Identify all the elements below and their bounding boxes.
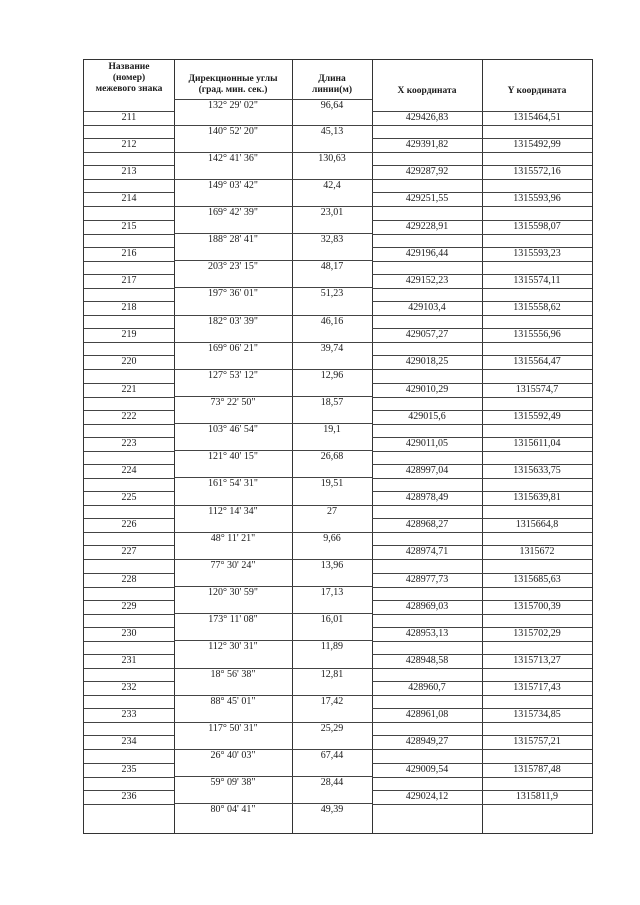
segment-angle: 161° 54' 31"	[208, 478, 258, 490]
segment-rule	[84, 152, 174, 153]
column-divider	[174, 60, 175, 833]
point-y-coordinate: 1315564,47	[513, 356, 561, 368]
point-name: 216	[121, 247, 137, 259]
segment-rule	[372, 234, 592, 235]
segment-length: 25,29	[320, 722, 344, 734]
segment-rule	[84, 804, 174, 805]
segment-rule	[84, 749, 174, 750]
point-y-coordinate: 1315611,04	[513, 437, 561, 449]
segment-rule	[372, 749, 592, 750]
segment-length: 49,39	[320, 804, 344, 816]
segment-rule	[372, 559, 592, 560]
point-name: 221	[121, 383, 137, 395]
segment-rule	[84, 668, 174, 669]
segment-angle: 142° 41' 36"	[208, 152, 258, 164]
segment-length: 45,13	[320, 125, 344, 137]
point-x-coordinate: 428948,58	[405, 655, 449, 666]
segment-rule	[372, 668, 592, 669]
point-x-coordinate: 428949,27	[405, 736, 449, 748]
segment-rule	[372, 261, 592, 262]
segment-length: 12,96	[320, 369, 344, 381]
segment-rule	[372, 288, 592, 289]
segment-rule	[372, 614, 592, 615]
point-name: 220	[121, 356, 137, 368]
segment-rule	[84, 641, 174, 642]
segment-rule	[372, 777, 592, 778]
segment-rule	[84, 206, 174, 207]
point-y-coordinate: 1315787,48	[513, 763, 561, 775]
segment-angle: 169° 06' 21"	[208, 342, 258, 354]
segment-rule	[372, 505, 592, 506]
header-name-line: Название	[108, 62, 150, 72]
segment-rule	[372, 342, 592, 343]
header-name-line: межевого знака	[95, 84, 163, 94]
point-name: 233	[121, 709, 137, 721]
header-angle	[174, 74, 292, 96]
segment-rule	[372, 641, 592, 642]
first-segment-angle: 132° 29' 02"	[208, 100, 258, 111]
header-x: X координата	[397, 86, 457, 96]
segment-rule	[372, 532, 592, 533]
segment-rule	[372, 587, 592, 588]
point-x-coordinate: 428974,71	[405, 546, 449, 558]
segment-angle: 77° 30' 24"	[210, 559, 256, 571]
point-name: 213	[121, 166, 137, 178]
segment-rule	[84, 614, 174, 615]
segment-length: 16,01	[320, 614, 344, 626]
segment-angle: 188° 28' 41"	[208, 234, 258, 246]
point-name: 227	[121, 546, 137, 558]
segment-rule	[372, 695, 592, 696]
point-x-coordinate: 429011,05	[405, 437, 449, 449]
segment-angle: 197° 36' 01"	[208, 288, 258, 300]
point-y-coordinate: 1315633,75	[513, 464, 561, 476]
segment-rule	[84, 369, 174, 370]
header-name-line: (номер)	[112, 73, 146, 83]
segment-angle: 149° 03' 42"	[208, 179, 258, 191]
segment-rule	[84, 125, 174, 126]
segment-angle: 121° 40' 15"	[208, 451, 258, 463]
point-x-coordinate: 429228,91	[405, 220, 449, 232]
segment-rule	[372, 206, 592, 207]
segment-rule	[84, 722, 174, 723]
segment-length: 9,66	[323, 532, 341, 544]
segment-length: 42,4	[323, 179, 341, 191]
point-name: 230	[121, 627, 137, 639]
point-x-coordinate: 429018,25	[405, 356, 449, 368]
segment-angle: 73° 22' 50"	[210, 397, 256, 408]
segment-rule	[84, 424, 174, 425]
segment-rule	[84, 234, 174, 235]
segment-angle: 18° 56' 38"	[210, 668, 256, 680]
point-name: 235	[121, 763, 137, 775]
header-y: Y координата	[507, 86, 567, 96]
segment-rule	[372, 315, 592, 316]
header-name	[84, 62, 174, 95]
segment-rule	[84, 505, 174, 506]
point-x-coordinate: 428960,7	[408, 682, 446, 694]
segment-angle: 127° 53' 12"	[208, 369, 258, 381]
point-y-coordinate: 1315685,63	[513, 573, 561, 585]
segment-length: 13,96	[320, 559, 344, 571]
point-y-coordinate: 1315702,29	[513, 627, 561, 639]
segment-length: 46,16	[320, 315, 344, 327]
segment-rule	[372, 179, 592, 180]
segment-angle: 182° 03' 39"	[208, 315, 258, 327]
segment-rule	[84, 288, 174, 289]
first-segment-length: 96,64	[320, 100, 344, 111]
segment-angle: 173° 11' 08"	[208, 614, 258, 626]
segment-length: 17,13	[320, 587, 344, 598]
segment-angle: 203° 23' 15"	[208, 261, 258, 273]
segment-rule	[84, 532, 174, 533]
point-y-coordinate: 1315592,49	[513, 410, 561, 422]
segment-rule	[372, 451, 592, 452]
point-y-coordinate: 1315811,9	[515, 790, 559, 802]
point-x-coordinate: 429015,6	[408, 410, 446, 422]
segment-length: 39,74	[320, 342, 344, 354]
segment-angle: 112° 14' 34"	[208, 505, 258, 517]
point-name: 215	[121, 220, 137, 232]
point-x-coordinate: 429024,12	[405, 790, 449, 802]
point-y-coordinate: 1315572,16	[513, 166, 561, 178]
segment-length: 11,89	[320, 641, 344, 653]
header-length-line: Длина	[318, 74, 346, 84]
segment-length: 19,51	[320, 478, 344, 490]
point-y-coordinate: 1315639,81	[513, 492, 561, 504]
point-x-coordinate: 429251,55	[405, 193, 449, 205]
point-x-coordinate: 428953,13	[405, 627, 449, 639]
segment-angle: 48° 11' 21"	[210, 532, 256, 544]
point-y-coordinate: 1315492,99	[513, 139, 561, 151]
point-x-coordinate: 429287,92	[405, 166, 449, 178]
segment-angle: 117° 50' 31"	[208, 722, 258, 734]
segment-angle: 112° 30' 31"	[208, 641, 258, 653]
segment-angle: 103° 46' 54"	[208, 424, 258, 436]
point-y-coordinate: 1315558,62	[513, 302, 561, 313]
segment-length: 28,44	[320, 777, 344, 789]
segment-length: 26,68	[320, 451, 344, 463]
segment-rule	[372, 152, 592, 153]
segment-rule	[372, 804, 592, 805]
point-y-coordinate: 1315556,96	[513, 329, 561, 341]
segment-angle: 26° 40' 03"	[210, 749, 256, 761]
segment-length: 23,01	[320, 206, 344, 218]
segment-length: 17,42	[320, 695, 344, 707]
point-name: 219	[121, 329, 137, 341]
segment-rule	[84, 315, 174, 316]
column-divider	[292, 60, 293, 833]
segment-rule	[372, 424, 592, 425]
point-x-coordinate: 429152,23	[405, 274, 449, 286]
point-name: 234	[121, 736, 137, 748]
point-x-coordinate: 429009,54	[405, 763, 449, 775]
point-x-coordinate: 428977,73	[405, 573, 449, 585]
segment-rule	[84, 261, 174, 262]
point-y-coordinate: 1315672	[519, 546, 555, 558]
segment-rule	[84, 777, 174, 778]
segment-rule	[84, 559, 174, 560]
point-y-coordinate: 1315713,27	[513, 655, 561, 666]
point-x-coordinate: 428961,08	[405, 709, 449, 721]
point-name: 236	[121, 790, 137, 802]
point-x-coordinate: 429196,44	[405, 247, 449, 259]
segment-angle: 140° 52' 20"	[208, 125, 258, 137]
point-y-coordinate: 1315700,39	[513, 600, 561, 612]
point-x-coordinate: 428997,04	[405, 464, 449, 476]
segment-rule	[372, 722, 592, 723]
point-y-coordinate: 1315593,23	[513, 247, 561, 259]
point-name: 214	[121, 193, 137, 205]
point-name: 217	[121, 274, 137, 286]
segment-length: 48,17	[320, 261, 344, 273]
point-x-coordinate: 428968,27	[405, 519, 449, 531]
point-name: 228	[121, 573, 137, 585]
segment-rule	[372, 478, 592, 479]
header-length	[292, 74, 372, 96]
point-name: 226	[121, 519, 137, 531]
point-y-coordinate: 1315464,51	[513, 112, 561, 123]
segment-length: 27	[327, 505, 337, 517]
point-y-coordinate: 1315593,96	[513, 193, 561, 205]
point-x-coordinate: 429391,82	[405, 139, 449, 151]
point-y-coordinate: 1315574,11	[513, 274, 561, 286]
point-name: 222	[121, 410, 137, 422]
point-x-coordinate: 428978,49	[405, 492, 449, 504]
point-x-coordinate: 429103,4	[408, 302, 446, 313]
point-name: 231	[121, 655, 137, 666]
point-name: 212	[121, 139, 137, 151]
point-name: 211	[121, 112, 137, 123]
segment-length: 12,81	[320, 668, 344, 680]
point-name: 223	[121, 437, 137, 449]
point-y-coordinate: 1315598,07	[513, 220, 561, 232]
segment-rule	[84, 478, 174, 479]
segment-length: 32,83	[320, 234, 344, 246]
point-y-coordinate: 1315757,21	[513, 736, 561, 748]
segment-length: 19,1	[323, 424, 341, 436]
header-angle-line: (град. мин. сек.)	[198, 85, 268, 95]
segment-rule	[372, 125, 592, 126]
segment-length: 130,63	[318, 152, 346, 164]
segment-angle: 88° 45' 01"	[210, 695, 256, 707]
point-y-coordinate: 1315574,7	[515, 383, 559, 395]
point-x-coordinate: 428969,03	[405, 600, 449, 612]
point-name: 225	[121, 492, 137, 504]
segment-rule	[84, 179, 174, 180]
point-y-coordinate: 1315664,8	[515, 519, 559, 531]
boundary-coordinates-table	[83, 59, 593, 834]
point-y-coordinate: 1315717,43	[513, 682, 561, 694]
segment-length: 67,44	[320, 749, 344, 761]
segment-length: 51,23	[320, 288, 344, 300]
segment-rule	[84, 587, 174, 588]
point-x-coordinate: 429010,29	[405, 383, 449, 395]
header-length-line: линии(м)	[311, 85, 353, 95]
segment-angle: 59° 09' 38"	[210, 777, 256, 789]
segment-rule	[372, 397, 592, 398]
point-name: 224	[121, 464, 137, 476]
point-name: 229	[121, 600, 137, 612]
segment-rule	[84, 451, 174, 452]
point-x-coordinate: 429057,27	[405, 329, 449, 341]
segment-length: 18,57	[320, 397, 344, 408]
header-angle-line: Дирекционные углы	[188, 74, 278, 84]
segment-angle: 120° 30' 59"	[208, 587, 258, 598]
segment-angle: 169° 42' 39"	[208, 206, 258, 218]
segment-rule	[372, 369, 592, 370]
segment-rule	[84, 695, 174, 696]
point-y-coordinate: 1315734,85	[513, 709, 561, 721]
segment-angle: 80° 04' 41"	[210, 804, 256, 816]
point-name: 232	[121, 682, 137, 694]
point-name: 218	[121, 302, 137, 313]
segment-rule	[84, 397, 174, 398]
segment-rule	[84, 342, 174, 343]
point-x-coordinate: 429426,83	[405, 112, 449, 123]
